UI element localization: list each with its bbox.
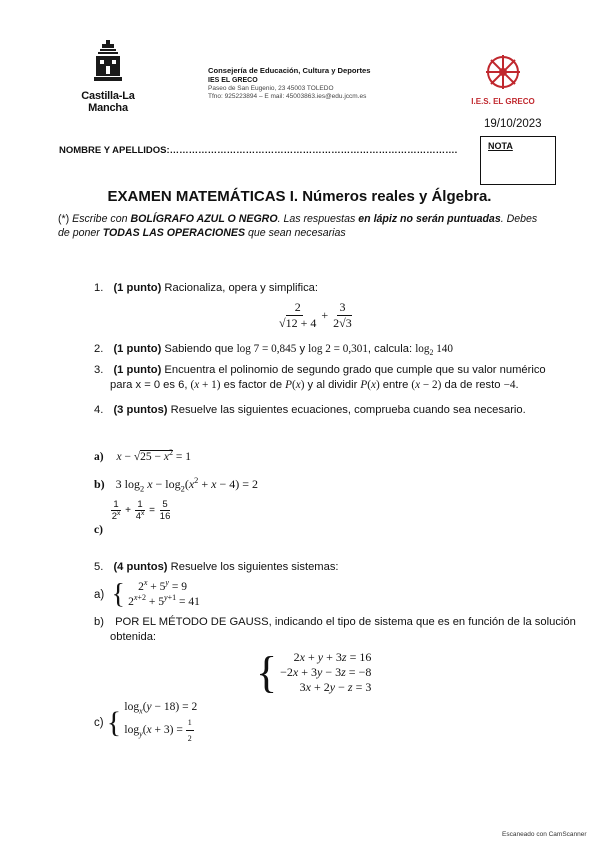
castle-crest-icon	[62, 40, 154, 86]
instructions: (*) Escribe con BOLÍGRAFO AZUL O NEGRO. Las respuestas en lápiz no serán puntuadas. Debes de poner TODAS LAS OPERACIONES que sean necesarias	[58, 213, 538, 239]
question-5a: a) { $2^x + 5^y = 9$ $2^{x+2} + 5^{y+1} = 41$	[94, 578, 200, 610]
header-institution	[208, 66, 428, 101]
jccm-logo-text: Castilla-La Mancha	[81, 90, 135, 114]
exam-date: 19/10/2023	[484, 118, 542, 130]
school-emblem-icon	[468, 52, 538, 92]
grade-box	[480, 136, 556, 185]
question-5c: c) { $\log_x(y - 18) = 2$ $\log_y(x + 3)$ = $\frac{1}{2}$	[94, 701, 198, 743]
grade-label: NOTA	[488, 141, 513, 151]
question-4b: b) 3 $\log_2 x - \log_2(x^2 + x - 4) = 2$	[94, 476, 258, 494]
question-4a: a) $x - √25 - x^2 = 1$	[94, 448, 192, 463]
question-5b-system: { 2x + y + 3z = 16 −2x + 3y − 3z = −8 3x + 2y − z = 3	[256, 647, 372, 697]
question-5: 5. (4 puntos) Resuelve los siguientes sistemas:	[94, 561, 339, 573]
question-2: 2. (1 punto) Sabiendo que log 7 = 0,845 y log 2 = 0,301, calcula: $\log_2 140$	[94, 343, 453, 358]
instructions-star: (*)	[58, 213, 70, 225]
question-5b: b) POR EL MÉTODO DE GAUSS, indicando el tipo de sistema que es en función de la solución obtenida:	[94, 616, 576, 643]
question-4: 4. (3 puntos) Resuelve las siguientes ecuaciones, comprueba cuando sea necesario.	[94, 404, 526, 416]
question-1-expression: $\frac{2}{√12 + 4}$ + $\frac{3}{2√3}$	[279, 300, 352, 330]
header-contact: Tfno: 925223894 – E mail: 45003863.ies@edu.jccm.es	[208, 93, 367, 100]
ies-el-greco-logo	[468, 52, 538, 106]
header-school: IES EL GRECO	[208, 77, 258, 84]
header-address: Paseo de San Eugenio, 23 45003 TOLEDO	[208, 85, 334, 92]
question-1: 1. (1 punto) Racionaliza, opera y simplifica:	[94, 282, 318, 294]
header-title: Consejería de Educación, Cultura y Deportes	[208, 66, 371, 75]
scanner-watermark: Escaneado con CamScanner	[502, 831, 587, 838]
jccm-logo	[62, 40, 154, 114]
school-logo-text: I.E.S. EL GRECO	[471, 97, 535, 106]
question-4c: c) $\frac{1}{2^x}$ + $\frac{1}{4^x}$ = $\frac{5}{16}$	[94, 499, 171, 537]
exam-title: EXAMEN MATEMÁTICAS I. Números reales y Álgebra.	[107, 188, 492, 205]
question-3: 3. (1 punto) Encuentra el polinomio de segundo grado que cumple que su valor numérico para x = 0 es 6, (x + 1) es factor de P(x) y al dividir P(x) entre (x − 2) da de resto −4.	[94, 364, 546, 391]
student-name-line: NOMBRE Y APELLIDOS:……………………………………………………………………………….	[59, 145, 458, 156]
